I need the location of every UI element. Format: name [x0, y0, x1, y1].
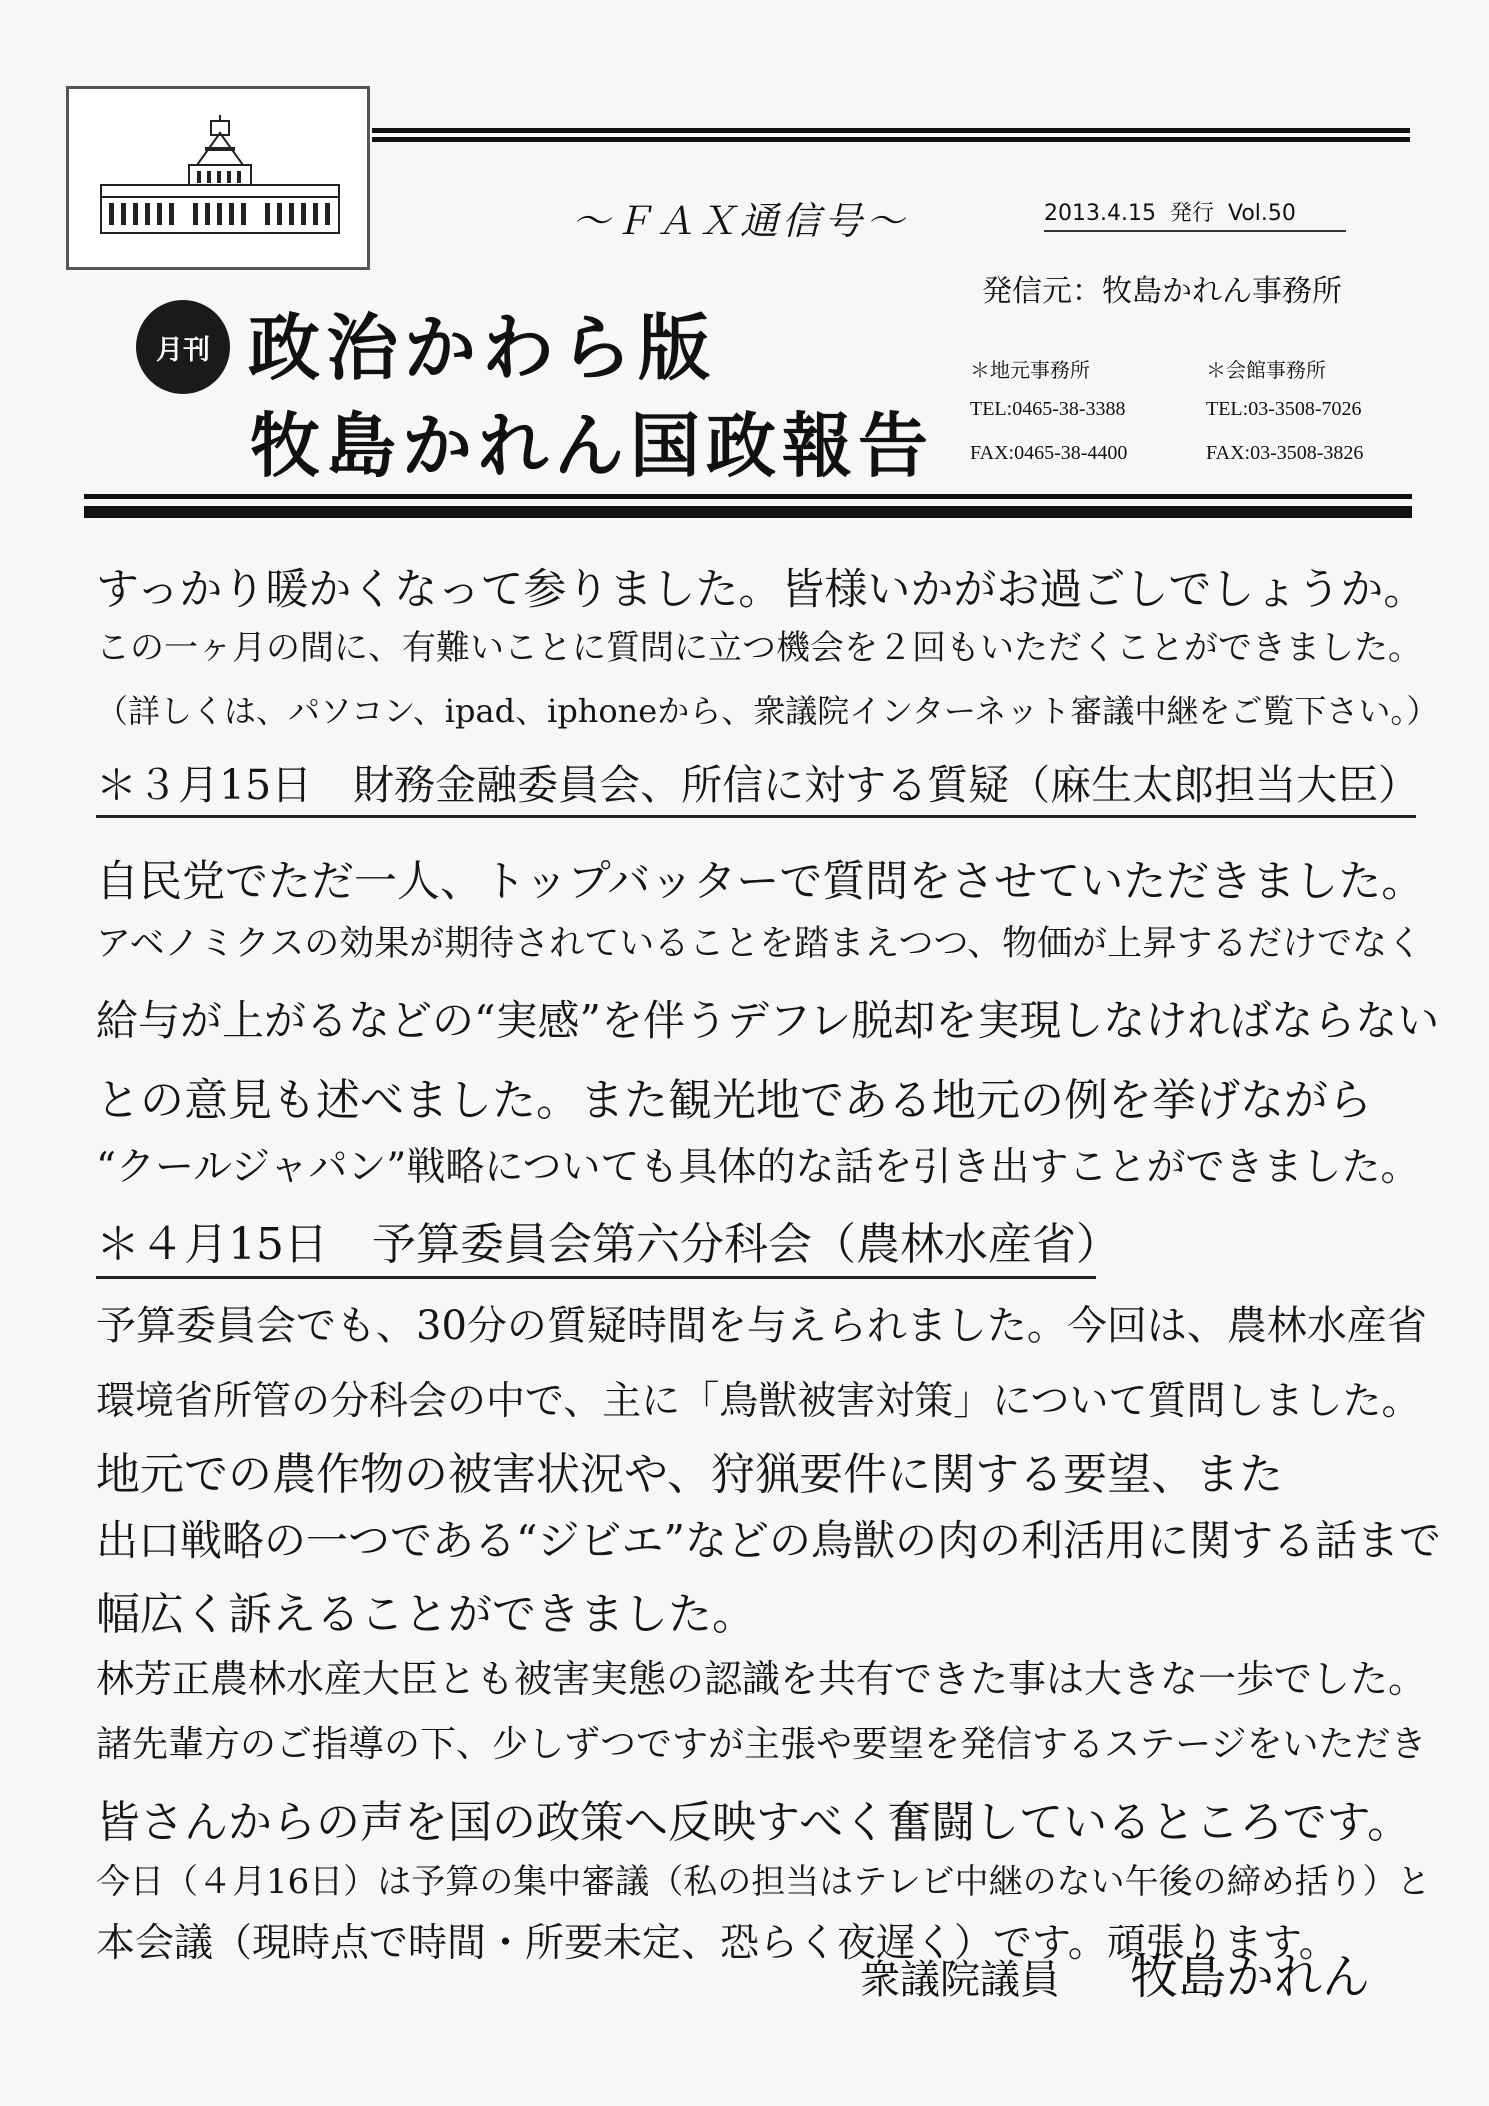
body-line: （詳しくは、パソコン、ipad、iphoneから、衆議院インターネット審議中継をご覧下さい。）: [96, 692, 1439, 730]
local-office-contact: [970, 354, 1127, 486]
body-line: 皆さんからの声を国の政策へ反映すべく奮闘しているところです。: [96, 1797, 1412, 1848]
body-line: すっかり暖かくなって参りました。皆様いかがお過ごしでしょうか。: [96, 565, 1427, 615]
body-line: との意見も述べました。また観光地である地元の例を挙げながら: [96, 1075, 1372, 1126]
newsletter-title: 政治かわら版: [248, 306, 717, 390]
body-line: アベノミクスの効果が期待されていることを踏まえつつ、物価が上昇するだけでなく: [96, 924, 1423, 964]
local-office-name: ＊地元事務所: [970, 358, 1090, 382]
issue-date: 2013.4.15: [1044, 201, 1156, 226]
newsletter-subtitle: 牧島かれん国政報告: [250, 405, 934, 487]
header-bottom-rule: [84, 494, 1412, 522]
body-line: 幅広く訴えることができました。: [96, 1589, 756, 1640]
header-double-rule: [372, 128, 1410, 142]
issue-info: [1044, 196, 1346, 232]
hall-office-tel: TEL:03-3508-7026: [1206, 398, 1362, 420]
section-heading: ＊４月15日 予算委員会第六分科会（農林水産省）: [96, 1208, 1096, 1279]
sender: 発信元：牧島かれん事務所: [982, 274, 1342, 309]
body-line: 本会議（現時点で時間・所要未定、恐らく夜遅く）です。頑張ります。: [96, 1921, 1338, 1966]
body-line: 予算委員会でも、30分の質疑時間を与えられました。今回は、農林水産省: [96, 1303, 1427, 1349]
fax-title: ～ＦＡＸ通信号～: [571, 199, 908, 243]
body-line: 林芳正農林水産大臣とも被害実態の認識を共有できた事は大きな一歩でした。: [96, 1657, 1427, 1701]
local-office-tel: TEL:0465-38-3388: [970, 398, 1126, 420]
body-line: 出口戦略の一つである“ジビエ”などの鳥獣の肉の利活用に関する話まで: [96, 1516, 1441, 1565]
body-line: この一ヶ月の間に、有難いことに質問に立つ機会を２回もいただくことができました。: [96, 628, 1422, 668]
body-line: 自民党でただ一人、トップバッターで質問をさせていただきました。: [96, 857, 1425, 907]
local-office-fax: FAX:0465-38-4400: [970, 442, 1128, 464]
issue-volume: Vol.50: [1227, 201, 1296, 226]
hall-office-fax: FAX:03-3508-3826: [1206, 442, 1364, 464]
body-line: 給与が上がるなどの“実感”を伴うデフレ脱却を実現しなければならない: [96, 996, 1440, 1045]
signature-name: 牧島かれん: [1130, 1949, 1371, 2005]
section-heading: ＊３月15日 財務金融委員会、所信に対する質疑（麻生太郎担当大臣）: [96, 752, 1416, 818]
body-line: 環境省所管の分科会の中で、主に「鳥獣被害対策」について質問しました。: [96, 1379, 1421, 1424]
body-line: 地元での農作物の被害状況や、狩猟要件に関する要望、また: [96, 1449, 1284, 1500]
body-line: 今日（４月16日）は予算の集中審議（私の担当はテレビ中継のない午後の締め括り）と: [96, 1862, 1431, 1902]
body-line: 諸先輩方のご指導の下、少しずつですが主張や要望を発信するステージをいただき: [96, 1724, 1427, 1765]
hall-office-contact: [1206, 354, 1363, 486]
diet-building-icon: [93, 113, 347, 247]
signature: [860, 1938, 1370, 2007]
diet-building-logo: [66, 86, 370, 270]
hall-office-name: ＊会館事務所: [1206, 358, 1326, 382]
signature-title: 衆議院議員: [860, 1957, 1060, 2003]
body-line: “クールジャパン”戦略についても具体的な話を引き出すことができました。: [96, 1145, 1420, 1190]
monthly-badge: 月刊: [136, 300, 230, 394]
issue-label: 発行: [1169, 201, 1214, 226]
